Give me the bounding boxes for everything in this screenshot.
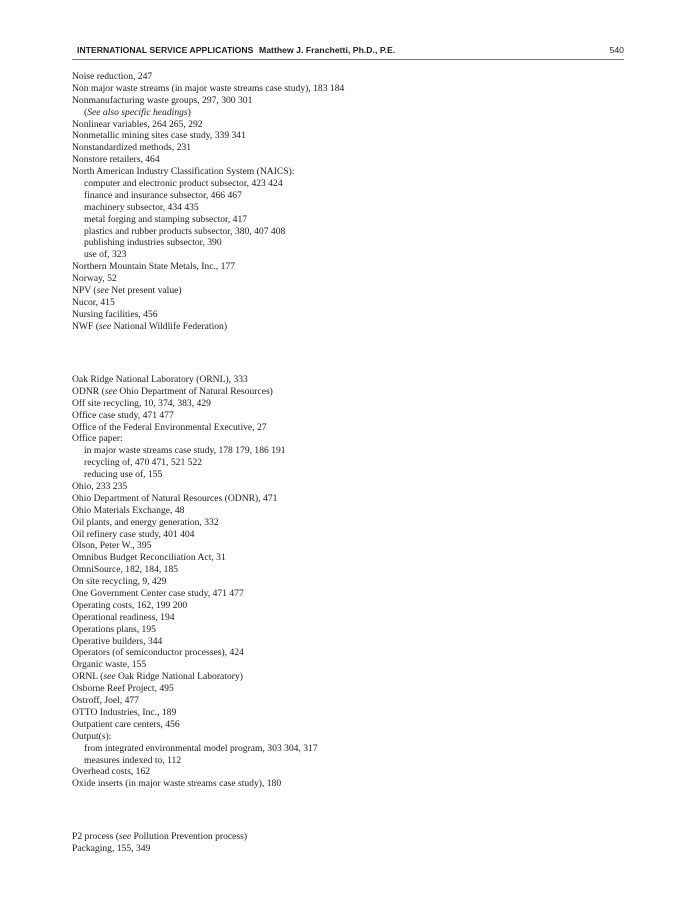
entry-text: Pollution Prevention process): [131, 831, 248, 842]
index-entry: Norway, 52: [72, 273, 117, 285]
index-entry: Ohio Department of Natural Resources (ODNR), 471: [72, 492, 278, 504]
cross-reference: see: [104, 385, 118, 397]
cross-reference: see: [103, 671, 116, 683]
index-subentry: plastics and rubber products subsector, 380, 407 408: [84, 225, 286, 237]
index-entry: [72, 831, 632, 843]
index-subentry: computer and electronic product subsector, 423 424: [84, 178, 283, 190]
index-entry: [72, 285, 632, 297]
entry-text: ODNR (: [72, 385, 105, 397]
index-entry: Overhead costs, 162: [72, 766, 151, 778]
entry-text: Ohio Department of Natural Resources): [117, 385, 273, 397]
index-entry: Omnibus Budget Reconciliation Act, 31: [72, 552, 226, 564]
page-number: 540: [609, 45, 624, 55]
index-entry: Output(s):: [72, 730, 112, 742]
index-entry: Noise reduction, 247: [72, 71, 153, 82]
running-header: [72, 44, 624, 58]
entry-text: P2 process (: [72, 831, 119, 842]
index-subentry: use of, 323: [84, 249, 127, 261]
index-entry: Ohio Materials Exchange, 48: [72, 504, 185, 516]
index-subentry: finance and insurance subsector, 466 467: [84, 189, 242, 201]
index-entry: Office of the Federal Environmental Executive, 27: [72, 421, 267, 433]
index-entry: Oak Ridge National Laboratory (ORNL), 333: [72, 374, 248, 385]
index-entry: OTTO Industries, Inc., 189: [72, 706, 177, 718]
index-section-o: [72, 374, 632, 790]
index-entry: Packaging, 155, 349: [72, 842, 151, 854]
index-entry: Nonstandardized methods, 231: [72, 142, 192, 154]
index-entry: [72, 671, 632, 683]
header-rule: [72, 59, 624, 60]
index-entry: Operations plans, 195: [72, 623, 156, 635]
index-entry: [72, 386, 632, 398]
index-subentry: machinery subsector, 434 435: [84, 201, 199, 213]
index-entry: [72, 321, 632, 333]
cross-reference: see: [118, 831, 132, 842]
index-entry: Off site recycling, 10, 374, 383, 429: [72, 397, 211, 409]
index-entry: Oil plants, and energy generation, 332: [72, 516, 219, 528]
cross-reference: see: [96, 285, 109, 297]
index-subentry: [72, 107, 632, 119]
entry-text: Net present value): [108, 285, 182, 297]
index-subentry: measures indexed to, 112: [84, 754, 182, 766]
index-entry: Osborne Reef Project, 495: [72, 683, 174, 695]
index-entry: Nonmetallic mining sites case study, 339 341: [72, 130, 246, 142]
index-entry: Operators (of semiconductor processes), 424: [72, 647, 244, 659]
index-entry: On site recycling, 9, 429: [72, 576, 167, 588]
index-subentry: publishing industries subsector, 390: [84, 237, 222, 249]
index-entry: Northern Mountain State Metals, Inc., 177: [72, 261, 236, 273]
index-entry: Organic waste, 155: [72, 659, 147, 671]
index-subentry: from integrated environmental model program, 303 304, 317: [84, 742, 318, 754]
index-entry: Nonstore retailers, 464: [72, 154, 160, 166]
index-entry: Nursing facilities, 456: [72, 308, 158, 320]
entry-text: NWF (: [72, 320, 99, 332]
index-section-p: [72, 831, 632, 855]
index-entry: Outpatient care centers, 456: [72, 718, 180, 730]
cross-reference: See also specific headings: [87, 106, 188, 118]
index-subentry: reducing use of, 155: [84, 469, 163, 481]
index-entry: One Government Center case study, 471 477: [72, 588, 244, 600]
index-entry: Office paper:: [72, 433, 123, 445]
index-entry: Operational readiness, 194: [72, 611, 175, 623]
index-entry: Nonmanufacturing waste groups, 297, 300 301: [72, 94, 253, 106]
index-entry: Non major waste streams (in major waste streams case study), 183 184: [72, 82, 345, 94]
entry-text: (: [84, 106, 88, 118]
entry-text: ORNL (: [72, 671, 104, 683]
entry-text: National Wildlife Federation): [111, 320, 228, 332]
index-subentry: in major waste streams case study, 178 179, 186 191: [84, 445, 286, 457]
entry-text: ): [187, 106, 191, 118]
index-subentry: metal forging and stamping subsector, 417: [84, 213, 248, 225]
cross-reference: see: [98, 320, 112, 332]
index-entry: Oil refinery case study, 401 404: [72, 528, 195, 540]
index-entry: Nucor, 415: [72, 296, 115, 308]
index-entry: Operative builders, 344: [72, 635, 163, 647]
index-entry: Nonlinear variables, 264 265, 292: [72, 118, 203, 130]
index-entry: Olson, Peter W., 395: [72, 540, 152, 552]
index-entry: OmniSource, 182, 184, 185: [72, 564, 179, 576]
index-entry: Operating costs, 162, 199 200: [72, 599, 188, 611]
index-subentry: recycling of, 470 471, 521 522: [84, 457, 203, 469]
index-entry: North American Industry Classification System (NAICS):: [72, 166, 295, 178]
index-entry: Ostroff, Joel, 477: [72, 695, 139, 707]
index-section-n: [72, 71, 632, 333]
index-entry: Oxide inserts (in major waste streams case study), 180: [72, 778, 282, 790]
author-name: Matthew J. Franchetti, Ph.D., P.E.: [259, 45, 396, 55]
entry-text: Oak Ridge National Laboratory): [115, 671, 243, 683]
book-title: INTERNATIONAL SERVICE APPLICATIONS: [77, 45, 254, 55]
index-entry: Ohio, 233 235: [72, 481, 128, 493]
entry-text: NPV (: [72, 285, 97, 297]
index-entry: Office case study, 471 477: [72, 409, 174, 421]
